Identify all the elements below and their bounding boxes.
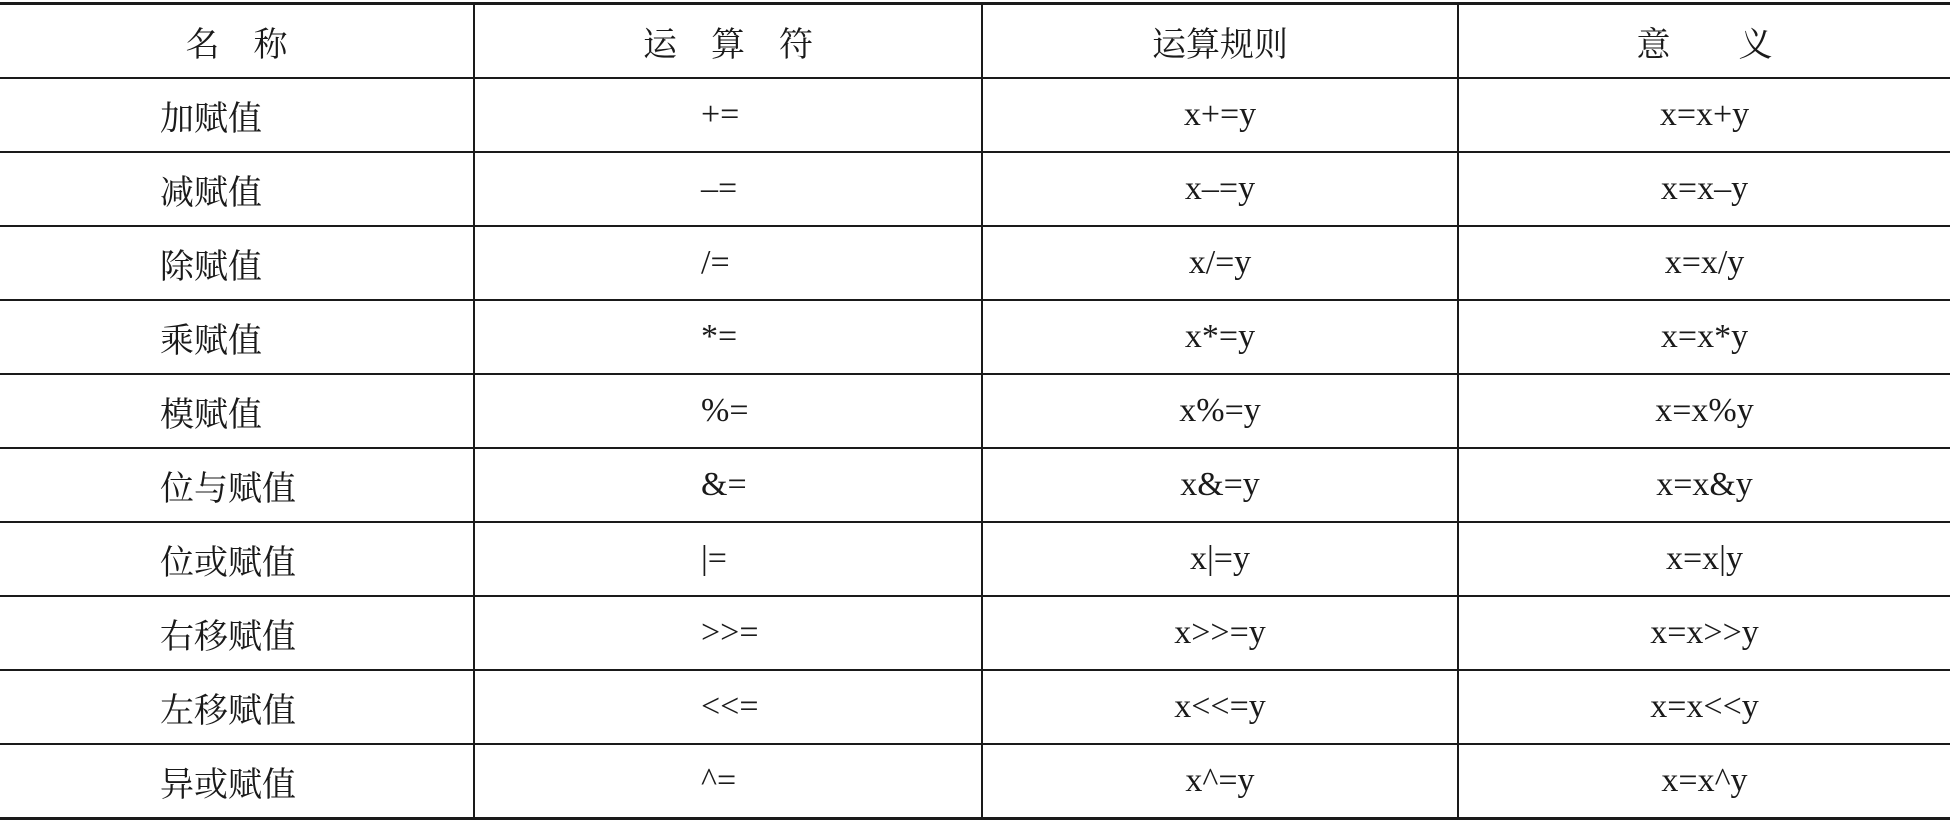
- cell-operator: +=: [474, 78, 982, 152]
- header-meaning: 意 义: [1458, 4, 1950, 79]
- cell-operator: >>=: [474, 596, 982, 670]
- cell-name: 异或赋值: [0, 744, 474, 819]
- table-row: [0, 670, 1950, 744]
- cell-meaning: x=x/y: [1458, 226, 1950, 300]
- cell-meaning: x=x%y: [1458, 374, 1950, 448]
- cell-rule: x^=y: [982, 744, 1458, 819]
- cell-meaning: x=x*y: [1458, 300, 1950, 374]
- cell-name: 位与赋值: [0, 448, 474, 522]
- table-row: [0, 448, 1950, 522]
- cell-name: 右移赋值: [0, 596, 474, 670]
- cell-rule: x–=y: [982, 152, 1458, 226]
- table-row: [0, 78, 1950, 152]
- cell-operator: <<=: [474, 670, 982, 744]
- cell-name: 加赋值: [0, 78, 474, 152]
- header-name: 名 称: [0, 4, 474, 79]
- table-row: [0, 300, 1950, 374]
- cell-operator: &=: [474, 448, 982, 522]
- cell-meaning: x=x–y: [1458, 152, 1950, 226]
- cell-rule: x>>=y: [982, 596, 1458, 670]
- cell-rule: x|=y: [982, 522, 1458, 596]
- cell-rule: x/=y: [982, 226, 1458, 300]
- cell-rule: x+=y: [982, 78, 1458, 152]
- cell-name: 除赋值: [0, 226, 474, 300]
- cell-meaning: x=x<<y: [1458, 670, 1950, 744]
- table-row: [0, 596, 1950, 670]
- cell-meaning: x=x&y: [1458, 448, 1950, 522]
- cell-name: 左移赋值: [0, 670, 474, 744]
- header-row: [0, 4, 1950, 79]
- cell-operator: %=: [474, 374, 982, 448]
- table-row: [0, 522, 1950, 596]
- cell-operator: ^=: [474, 744, 982, 819]
- assignment-operators-table: [0, 2, 1950, 820]
- cell-name: 减赋值: [0, 152, 474, 226]
- cell-rule: x<<=y: [982, 670, 1458, 744]
- table-row: [0, 226, 1950, 300]
- cell-operator: /=: [474, 226, 982, 300]
- table-body: [0, 78, 1950, 819]
- cell-operator: |=: [474, 522, 982, 596]
- cell-rule: x*=y: [982, 300, 1458, 374]
- cell-name: 乘赋值: [0, 300, 474, 374]
- header-operator: 运 算 符: [474, 4, 982, 79]
- cell-name: 模赋值: [0, 374, 474, 448]
- cell-rule: x%=y: [982, 374, 1458, 448]
- table-row: [0, 152, 1950, 226]
- cell-meaning: x=x+y: [1659, 96, 1750, 133]
- cell-meaning: x=x|y: [1458, 522, 1950, 596]
- header-rule: 运算规则: [982, 4, 1458, 79]
- cell-rule: x&=y: [982, 448, 1458, 522]
- cell-meaning: x=x^y: [1458, 744, 1950, 819]
- table-header: [0, 4, 1950, 79]
- cell-meaning: x=x>>y: [1458, 596, 1950, 670]
- table-row: [0, 374, 1950, 448]
- cell-operator: *=: [474, 300, 982, 374]
- cell-operator: –=: [474, 152, 982, 226]
- cell-name: 位或赋值: [0, 522, 474, 596]
- table-row: [0, 744, 1950, 819]
